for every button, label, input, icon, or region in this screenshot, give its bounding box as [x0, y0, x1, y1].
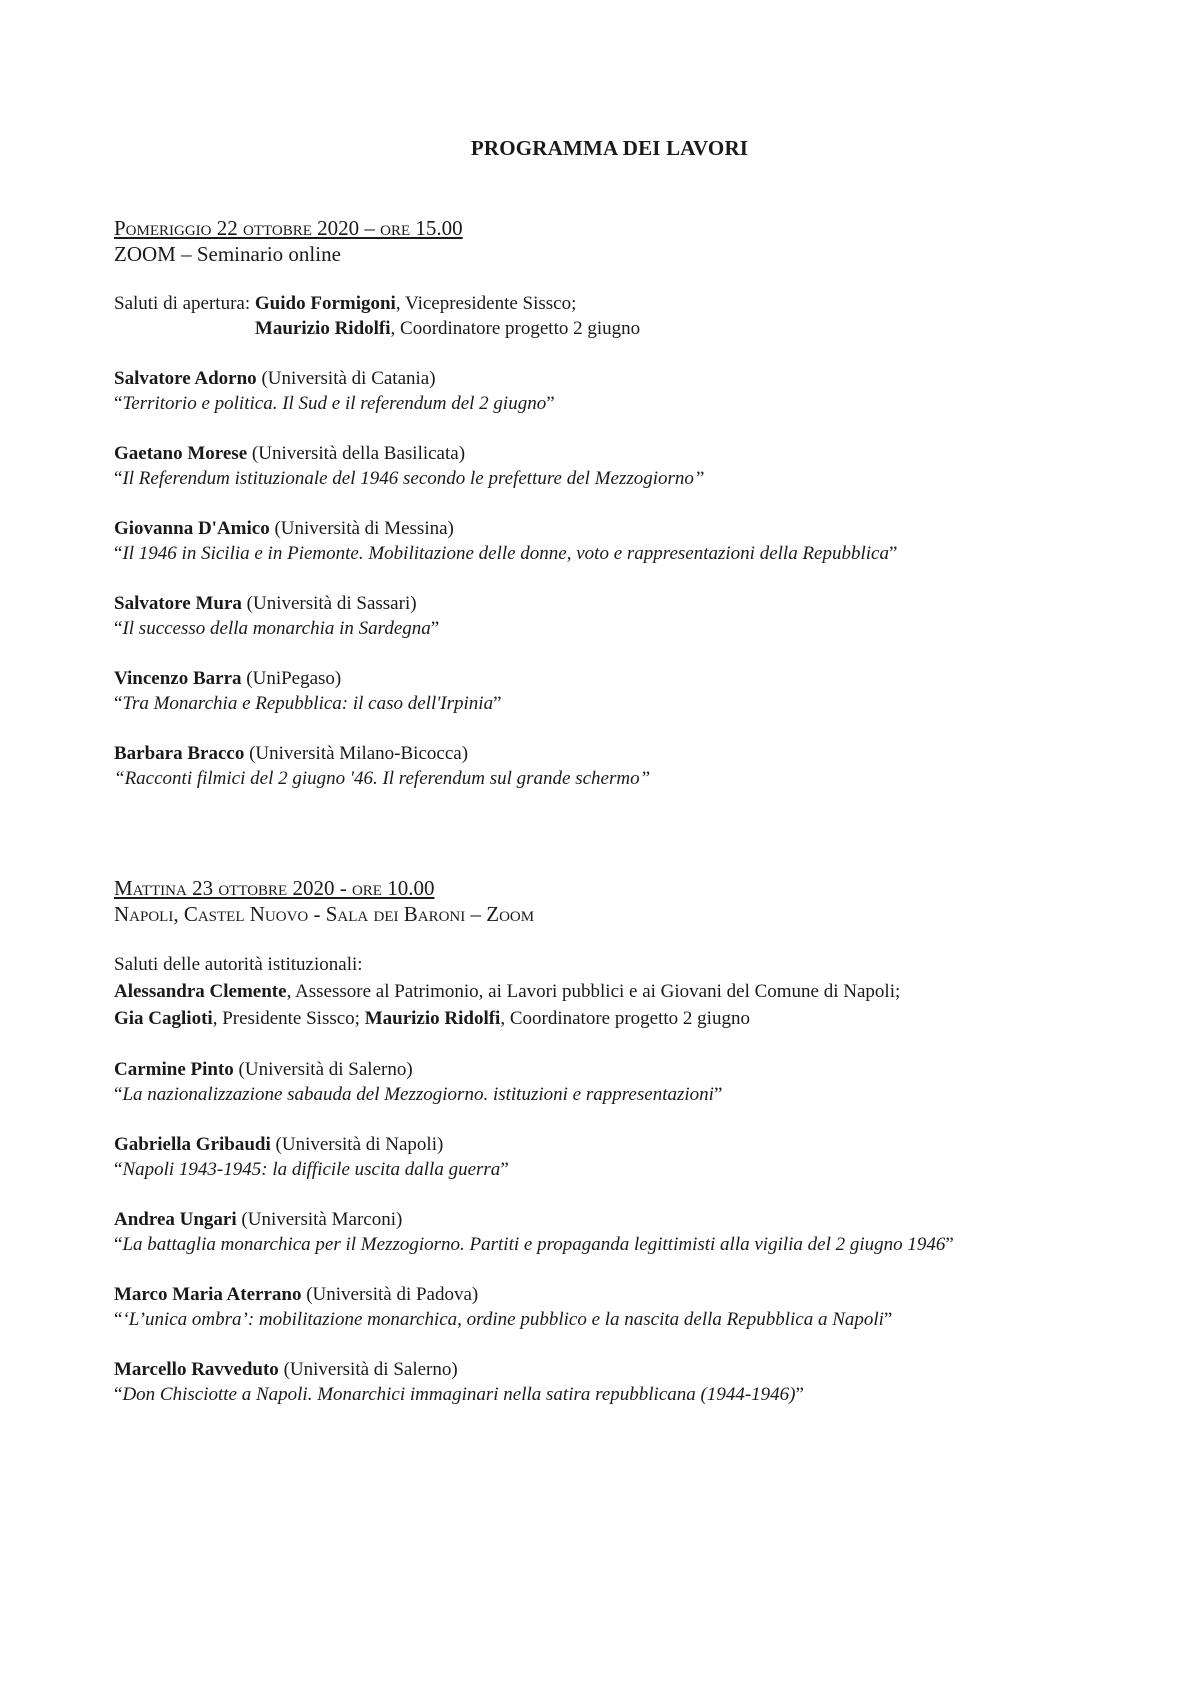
session-2: [114, 875, 1081, 1407]
greeting-role: , Presidente Sissco;: [212, 1008, 365, 1029]
speaker-affiliation: (Università Marconi): [236, 1209, 403, 1230]
greeting-line: [114, 1005, 1081, 1032]
greeting-name: Gia Caglioti: [114, 1008, 213, 1029]
greeting-role: , Vicepresidente Sissco;: [395, 293, 577, 314]
greeting-name: Guido Formigoni: [254, 293, 396, 314]
speaker-entry: [114, 741, 1081, 791]
speaker-name: Marcello Ravveduto: [114, 1359, 279, 1380]
session-1: [114, 215, 1081, 791]
speaker-name: Marco Maria Aterrano: [114, 1284, 302, 1305]
talk-title: “Il Referendum istituzionale del 1946 secondo le prefetture del Mezzogiorno”: [114, 468, 705, 489]
speaker-entry: [114, 516, 1081, 566]
session-1-header: Pomeriggio 22 ottobre 2020 – ore 15.00: [114, 216, 463, 240]
greeting-line: [114, 978, 1081, 1005]
speaker-name: Gabriella Gribaudi: [114, 1134, 271, 1155]
session-2-speaker-list: [114, 1057, 1081, 1407]
speaker-entry: [114, 1282, 1081, 1332]
speaker-affiliation: (UniPegaso): [241, 668, 342, 689]
talk-title: “Territorio e politica. Il Sud e il referendum del 2 giugno”: [114, 393, 555, 414]
speaker-affiliation: (Università di Padova): [301, 1284, 479, 1305]
greeting-role: , Coordinatore progetto 2 giugno: [500, 1008, 750, 1029]
speaker-name: Vincenzo Barra: [114, 668, 242, 689]
greeting-role: , Coordinatore progetto 2 giugno: [390, 318, 641, 339]
greeting-line: [255, 316, 640, 341]
greetings-prefix: Saluti di apertura:: [114, 293, 255, 314]
speaker-affiliation: (Università di Messina): [269, 518, 454, 539]
greeting-name: Maurizio Ridolfi: [254, 318, 391, 339]
talk-title: “La nazionalizzazione sabauda del Mezzogiorno. istituzioni e rappresentazioni”: [114, 1084, 723, 1105]
greeting-name: Alessandra Clemente: [114, 981, 287, 1002]
greeting-name: Maurizio Ridolfi: [364, 1008, 501, 1029]
speaker-name: Gaetano Morese: [114, 443, 248, 464]
speaker-entry: [114, 441, 1081, 491]
speaker-affiliation: (Università di Salerno): [233, 1059, 413, 1080]
talk-title: “Il successo della monarchia in Sardegna”: [114, 618, 440, 639]
talk-title: “Napoli 1943-1945: la difficile uscita dalla guerra”: [114, 1159, 509, 1180]
speaker-name: Salvatore Adorno: [114, 368, 257, 389]
session-2-greetings: [114, 951, 1081, 1032]
session-1-subtitle: ZOOM – Seminario online: [114, 242, 341, 266]
talk-title: “‘L’unica ombra’: mobilitazione monarchica, ordine pubblico e la nascita della Repubblica a Napoli”: [114, 1309, 893, 1330]
speaker-affiliation: (Università di Sassari): [241, 593, 417, 614]
greetings-intro: Saluti delle autorità istituzionali:: [114, 954, 363, 975]
speaker-entry: [114, 666, 1081, 716]
session-1-speaker-list: [114, 366, 1081, 791]
session-1-greetings: [114, 291, 1081, 341]
speaker-name: Andrea Ungari: [114, 1209, 237, 1230]
talk-title: “La battaglia monarchica per il Mezzogiorno. Partiti e propaganda legittimisti alla vigilia del 2 giugno 1946”: [114, 1234, 954, 1255]
speaker-affiliation: (Università di Salerno): [278, 1359, 458, 1380]
speaker-affiliation: (Università della Basilicata): [247, 443, 466, 464]
speaker-affiliation: (Università Milano-Bicocca): [244, 743, 469, 764]
talk-title: “Il 1946 in Sicilia e in Piemonte. Mobilitazione delle donne, voto e rappresentazioni della Repubblica”: [114, 543, 898, 564]
talk-title: “Don Chisciotte a Napoli. Monarchici immaginari nella satira repubblicana (1944-1946)”: [114, 1384, 804, 1405]
speaker-entry: [114, 1057, 1081, 1107]
session-2-subtitle: Napoli, Castel Nuovo - Sala dei Baroni – Zoom: [114, 902, 535, 926]
speaker-entry: [114, 591, 1081, 641]
greeting-role: , Assessore al Patrimonio, ai Lavori pubblici e ai Giovani del Comune di Napoli;: [286, 981, 901, 1002]
speaker-name: Barbara Bracco: [114, 743, 245, 764]
speaker-entry: [114, 1132, 1081, 1182]
speaker-name: Giovanna D'Amico: [114, 518, 270, 539]
speaker-name: Carmine Pinto: [114, 1059, 234, 1080]
speaker-affiliation: (Università di Napoli): [270, 1134, 444, 1155]
page-title: PROGRAMMA DEI LAVORI: [470, 136, 749, 160]
session-2-header: Mattina 23 ottobre 2020 - ore 10.00: [114, 876, 435, 900]
speaker-entry: [114, 1357, 1081, 1407]
greeting-line: [255, 291, 640, 316]
speaker-entry: [114, 1207, 1081, 1257]
talk-title: “Tra Monarchia e Repubblica: il caso dell'Irpinia”: [114, 693, 502, 714]
speaker-entry: [114, 366, 1081, 416]
speaker-affiliation: (Università di Catania): [256, 368, 436, 389]
talk-title: “Racconti filmici del 2 giugno '46. Il referendum sul grande schermo”: [114, 768, 651, 789]
speaker-name: Salvatore Mura: [114, 593, 242, 614]
